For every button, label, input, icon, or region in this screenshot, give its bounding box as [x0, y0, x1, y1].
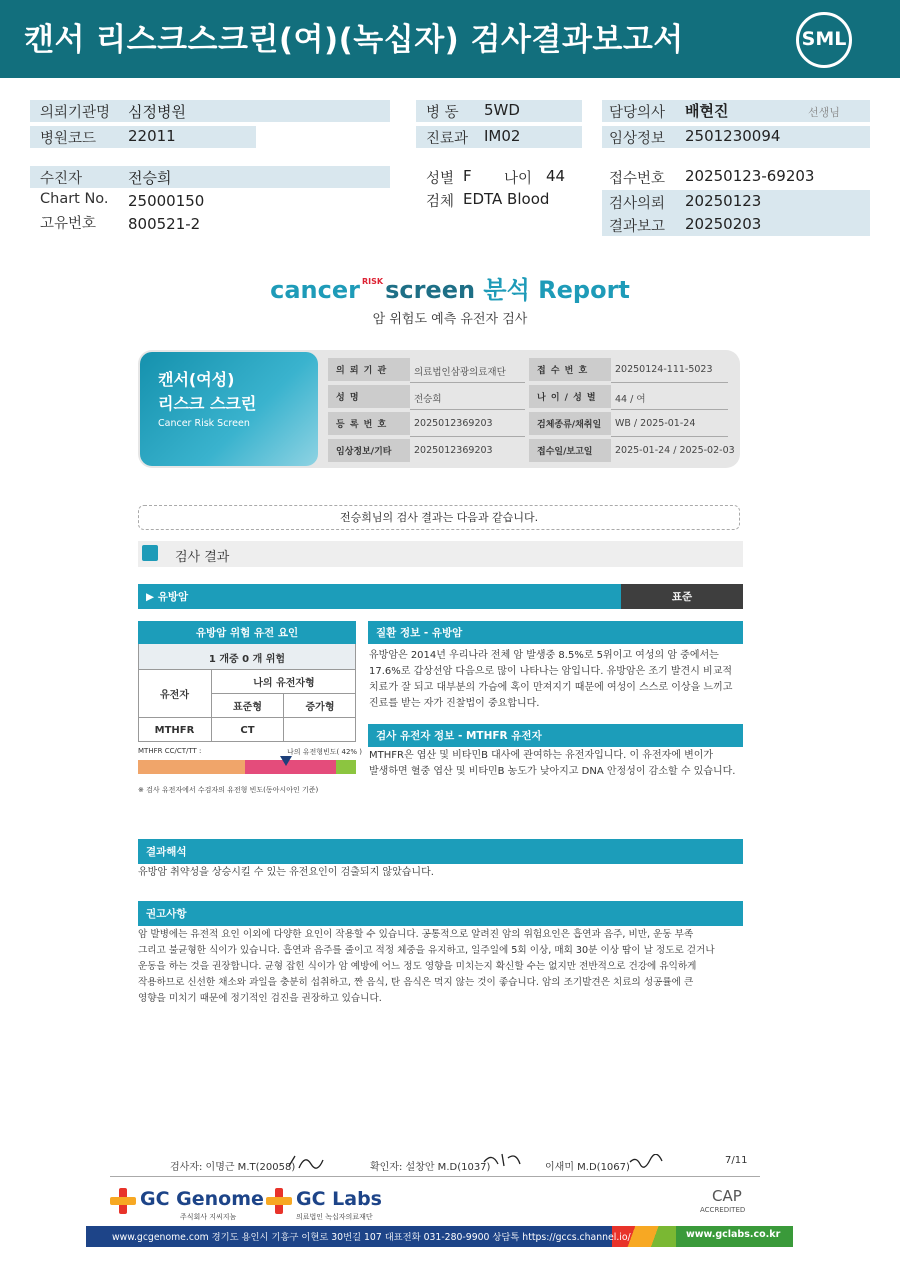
doctor-label: 담당의사: [609, 105, 666, 121]
genetic-text: [369, 748, 743, 780]
ward-value: 5WD: [484, 101, 520, 119]
card-key-5: 접 수 번 호: [529, 358, 611, 381]
freq-note: ※ 검사 유전자에서 수검자의 유전형 빈도(동아시아인 기준): [138, 786, 319, 794]
code-label: 병원코드: [40, 131, 97, 147]
card-divider: [410, 382, 525, 383]
recommend-line: 영향을 미치기 때문에 정기적인 검진을 권장하고 있습니다.: [138, 993, 382, 1004]
brand-subtitle: 암 위험도 예측 유전자 검사: [372, 312, 528, 327]
gene-name: MTHFR: [138, 718, 212, 742]
card-val-7: WB / 2025-01-24: [615, 418, 696, 429]
recommend-line: 작용하므로 신선한 채소와 과일을 충분히 섭취하고, 짠 음식, 탄 음식은 먹지 않는 것이 좋습니다. 암의 조기발견은 치료의 성공률에 큰: [138, 977, 694, 988]
confirmer-signature: [482, 1150, 524, 1170]
ward-label: 병 동: [426, 105, 459, 121]
sml-logo: SML: [796, 12, 852, 68]
brand-screen: screen: [385, 276, 476, 304]
card-key-8: 접수일/보고일: [529, 439, 611, 462]
brand-cancer: cancer: [270, 276, 360, 304]
req-value: 20250123: [685, 192, 762, 210]
summary-box: 전승희님의 검사 결과는 다음과 같습니다.: [138, 505, 740, 530]
confirmer-2: 이새미 M.D(1067): [545, 1162, 630, 1173]
card-val-3: 2025012369203: [414, 418, 493, 429]
age-value: 44: [546, 167, 566, 185]
unique-label: 고유번호: [40, 216, 97, 232]
card-val-2: 전승희: [414, 394, 442, 405]
unique-value: 800521-2: [128, 215, 201, 233]
cancer-screen-logo: [0, 270, 900, 305]
status-badge: 표준: [621, 584, 743, 609]
chart-value: 25000150: [128, 192, 205, 210]
my-freq: 나의 유전형빈도( 42% ): [287, 748, 363, 756]
card-divider: [410, 409, 525, 410]
freq-bar-cc: [138, 760, 245, 774]
card-divider: [611, 382, 728, 383]
footer-divider: [110, 1176, 760, 1177]
cap-logo: CAP: [712, 1187, 742, 1205]
sex-label: 성별: [426, 171, 455, 187]
increased-header: 증가형: [284, 694, 356, 718]
recommend-line: 운동을 하는 것을 권장합니다. 균형 잡힌 식이가 암 예방에 어느 정도 영향을 미치는지 확신할 수는 없지만 전반적으로 건강에 유익하게: [138, 961, 697, 972]
disease-line: 17.6%로 갑상선암 다음으로 많이 나타나는 암입니다. 유방암은 조기 발견시 비교적: [369, 666, 733, 677]
confirmer: 확인자: 설창안 M.D(1037): [370, 1162, 491, 1173]
confirmer2-signature: [628, 1154, 664, 1168]
genetic-line: MTHFR은 엽산 및 비타민B 대사에 관여하는 유전자입니다. 이 유전자에 변이가: [369, 750, 714, 761]
card-title-1: 캔서(여성): [158, 370, 235, 389]
gc-genome-logo: GC Genome: [140, 1188, 264, 1210]
interpretation-title: 결과해석: [138, 839, 743, 864]
clinical-label: 임상정보: [609, 131, 666, 147]
cap-accredited: ACCREDITED: [700, 1206, 746, 1214]
gc-labs-sub: 의료법인 녹십자의료재단: [296, 1213, 373, 1221]
name-value: 전승희: [128, 169, 172, 187]
section-title: 검사 결과: [175, 550, 230, 565]
page-title: 캔서 리스크스크린(여)(녹십자) 검사결과보고서: [24, 22, 684, 58]
recommend-title: 권고사항: [138, 901, 743, 926]
inst-value: 심정병원: [128, 103, 186, 121]
gc-labs-logo: GC Labs: [296, 1188, 382, 1210]
genetic-line: 발생하면 혈중 엽산 및 비타민B 농도가 낮아지고 DNA 안정성이 감소할 수 있습니다.: [369, 766, 736, 777]
report-value: 20250203: [685, 215, 762, 233]
cancer-type-bar: ▶ 유방암: [138, 584, 621, 609]
card-val-1: 의료법인삼광의료재단: [414, 367, 506, 378]
doctor-value: 배현진: [685, 102, 729, 120]
gene-header: 유전자: [138, 670, 212, 718]
card-val-8: 2025-01-24 / 2025-02-03: [615, 445, 735, 456]
recommend-text: [138, 927, 743, 1007]
card-key-1: 의 뢰 기 관: [328, 358, 410, 381]
risk-count: 1 개중 0 개 위험: [208, 653, 286, 665]
doctor-suffix: 선생님: [808, 106, 840, 119]
gene-value: CT: [212, 718, 284, 742]
card-val-5: 20250124-111-5023: [615, 364, 713, 375]
standard-header: 표준형: [212, 694, 284, 718]
age-label: 나이: [504, 171, 533, 187]
card-key-2: 성 명: [328, 385, 410, 408]
gc-genome-sub: 주식회사 지씨지놈: [180, 1213, 237, 1221]
name-label: 수진자: [40, 171, 83, 187]
disease-text: [369, 648, 743, 712]
genetic-title: 검사 유전자 정보 - MTHFR 유전자: [368, 724, 743, 747]
sex-value: F: [463, 167, 472, 185]
freq-marker-icon: [280, 756, 292, 766]
report-label: 결과보고: [609, 219, 666, 235]
calendar-icon: [142, 545, 158, 561]
my-genotype-header: 나의 유전자형: [212, 670, 356, 694]
card-key-3: 등 록 번 호: [328, 412, 410, 435]
card-val-4: 2025012369203: [414, 445, 493, 456]
disease-title: 질환 정보 - 유방암: [368, 621, 743, 644]
card-divider: [611, 409, 728, 410]
name-row: [30, 166, 390, 188]
inst-label: 의뢰기관명: [40, 105, 111, 121]
clinical-value: 2501230094: [685, 127, 781, 145]
recv-label: 접수번호: [609, 171, 666, 187]
card-divider: [410, 436, 525, 437]
recommend-line: 그리고 불균형한 식이가 있습니다. 흡연과 음주를 줄이고 적정 체중을 유지하고, 일주일에 5회 이상, 매회 30분 이상 땀이 날 정도로 걷거나: [138, 945, 715, 956]
card-key-6: 나 이 / 성 별: [529, 385, 611, 408]
card-key-4: 임상정보/기타: [328, 439, 410, 462]
disease-line: 치료가 잘 되고 대부분의 가슴에 혹이 만져지기 때문에 여성이 스스로 이상을 느끼고: [369, 682, 733, 693]
card-divider: [611, 436, 728, 437]
brand-risk: RISK: [361, 277, 384, 286]
footer-address: www.gcgenome.com 경기도 용인시 기흥구 이현로 30번길 107 대표전화 031-280-9900 상담톡 https://gccs.channel.io/: [112, 1232, 631, 1243]
code-value: 22011: [128, 127, 176, 145]
dept-value: IM02: [484, 127, 521, 145]
disease-line: 유방암은 2014년 우리나라 전체 암 발생중 8.5%로 5위이고 여성의 암 중에서는: [369, 650, 719, 661]
freq-label: MTHFR CC/CT/TT :: [138, 747, 202, 755]
card-title-2: 리스크 스크린: [158, 394, 257, 413]
interpretation-text: 유방암 취약성을 상승시킬 수 있는 유전요인이 검출되지 않았습니다.: [138, 867, 434, 878]
footer-site-link[interactable]: www.gclabs.co.kr: [686, 1229, 781, 1240]
page-number: 7/11: [725, 1155, 748, 1166]
recommend-line: 암 발병에는 유전적 요인 이외에 다양한 요인이 작용할 수 있습니다. 공통적으로 알려진 암의 위험요인은 흡연과 음주, 비만, 운동 부족: [138, 929, 694, 940]
card-val-6: 44 / 여: [615, 394, 646, 405]
dept-label: 진료과: [426, 131, 469, 147]
gene-table-title: 유방암 위험 유전 요인: [138, 621, 356, 644]
card-key-7: 검체종류/채취일: [529, 412, 611, 435]
disease-line: 진료를 받는 자가 진찰법이 중요합니다.: [369, 698, 540, 709]
chart-label: Chart No.: [40, 191, 109, 207]
freq-bar-tt: [336, 760, 356, 774]
tester: 검사자: 이명근 M.T(20058): [170, 1162, 296, 1173]
specimen-value: EDTA Blood: [463, 190, 550, 208]
brand-report: 분석 Report: [483, 276, 630, 304]
req-label: 검사의뢰: [609, 196, 666, 212]
gc-cross-icon: [266, 1188, 292, 1214]
specimen-label: 검체: [426, 194, 455, 210]
gc-cross-icon: [110, 1188, 136, 1214]
tester-signature: [287, 1152, 327, 1172]
recv-value: 20250123-69203: [685, 167, 815, 185]
card-title-en: Cancer Risk Screen: [158, 418, 250, 429]
